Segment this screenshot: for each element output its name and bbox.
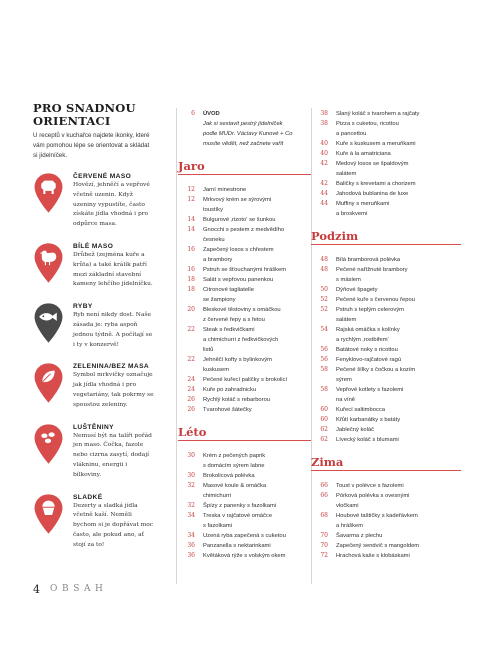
page-ref: 12	[187, 186, 195, 193]
recipe-title: Květáková rýže s volským okem	[203, 553, 286, 559]
page-ref: 24	[187, 386, 195, 393]
legend-name: LUŠTĚNINY	[73, 423, 114, 431]
page-ref: 34	[187, 512, 195, 519]
recipe-title: Mrkvový krém se sýrovými	[203, 197, 272, 203]
page-ref: 6	[191, 110, 195, 117]
recipe-title: Baličky s krevetami a chorizem	[336, 181, 416, 187]
page-ref: 16	[187, 266, 195, 273]
toc-entry[interactable]	[178, 325, 311, 335]
toc-entry[interactable]	[311, 159, 461, 169]
page-ref: 24	[187, 376, 195, 383]
fish-icon	[33, 302, 64, 344]
legend-red-meat	[33, 172, 155, 230]
recipe-title: Bílá bramborová polévka	[336, 257, 401, 263]
intro-text: musíte vědět, než začnete vařit	[203, 141, 284, 147]
season-heading: Léto	[178, 425, 311, 441]
column-divider	[176, 108, 177, 584]
legend-name: BÍLÉ MASO	[73, 242, 114, 250]
recipe-title: Salát s vepřovou panenkou	[203, 277, 274, 283]
toc-entry	[311, 501, 461, 511]
page-ref: 32	[187, 482, 195, 489]
toc-column-1	[178, 109, 311, 561]
page-ref: 32	[187, 502, 195, 509]
toc-entry[interactable]	[178, 195, 311, 205]
toc-entry	[178, 491, 311, 501]
recipe-title: Masové koule & omáčka	[203, 483, 267, 489]
icon-legend	[33, 102, 155, 551]
recipe-title: Muffiny s meruňkami	[336, 201, 390, 207]
page-ref: 70	[320, 532, 328, 539]
legume-icon	[33, 423, 64, 465]
recipe-title: Pečené kuřecí paličky s brokolicí	[203, 377, 288, 383]
page-ref: 16	[187, 246, 195, 253]
toc-entry	[311, 129, 461, 139]
toc-entry	[178, 521, 311, 531]
recipe-title: a chimichurri z ředkvičkových	[203, 337, 279, 343]
recipe-title: s máslem	[336, 277, 361, 283]
toc-entry	[178, 205, 311, 215]
toc-entry[interactable]	[311, 119, 461, 129]
legend-title: PRO SNADNOU ORIENTACI	[33, 101, 136, 128]
toc-entry	[178, 345, 311, 355]
page-ref: 54	[320, 326, 328, 333]
toc-entry[interactable]	[311, 295, 461, 305]
page-ref: 44	[320, 190, 328, 197]
toc-entry[interactable]	[311, 511, 461, 521]
recipe-title: Pečené šílky s čočkou a kozím	[336, 367, 416, 373]
toc-entry	[178, 365, 311, 375]
recipe-title: toustíky	[203, 207, 223, 213]
recipe-title: salátem	[336, 171, 357, 177]
toc-entry	[178, 315, 311, 325]
recipe-title: Kuře s kuskusem a meruňkami	[336, 141, 416, 147]
toc-entry[interactable]	[311, 481, 461, 491]
toc-entry	[178, 335, 311, 345]
toc-entry	[178, 255, 311, 265]
toc-entry[interactable]	[178, 395, 311, 405]
page-ref: 58	[320, 366, 328, 373]
recipe-title: a brambory	[203, 257, 233, 263]
toc-entry[interactable]	[311, 285, 461, 295]
toc-entry[interactable]	[311, 355, 461, 365]
page-ref: 18	[187, 276, 195, 283]
toc-entry	[311, 275, 461, 285]
page-ref: 14	[187, 226, 195, 233]
recipe-title: Jarní minestrone	[203, 187, 247, 193]
recipe-title: Vepřové kotlety s fazolemi	[336, 387, 404, 393]
recipe-title: se žampiony	[203, 297, 236, 303]
toc-entry	[311, 395, 461, 405]
recipe-title: Lívecký koláč s blumami	[336, 437, 399, 443]
page-ref: 12	[187, 196, 195, 203]
toc-entry	[311, 375, 461, 385]
recipe-title: Kuře po zahradnicku	[203, 387, 257, 393]
recipe-title: Pečené nařížnuté brambory	[336, 267, 408, 273]
toc-entry[interactable]	[178, 405, 311, 415]
recipe-title: Kuře à la amatriciana	[336, 151, 391, 157]
toc-entry[interactable]	[178, 355, 311, 365]
page-number: 4	[33, 583, 40, 596]
toc-entry[interactable]	[311, 531, 461, 541]
legend-description: Symbol mrkvičky označuje jak jídla vhodná i pro vegetariány, tak pokrmy se spoustou zeleniny.	[73, 372, 154, 408]
toc-entry[interactable]	[178, 385, 311, 395]
recipe-title: a pancettou	[336, 131, 367, 137]
leaf-icon	[33, 362, 64, 404]
recipe-title: Medový losos se špaldovým	[336, 161, 409, 167]
recipe-title: z červené řepy a s fetou	[203, 317, 265, 323]
page-ref: 36	[187, 552, 195, 559]
recipe-title: Slaný koláč s tvarohem a rajčaty	[336, 111, 420, 117]
recipe-title: Hrachová kaše s klobáskami	[336, 553, 410, 559]
recipe-title: Krém z pečených paprik	[203, 453, 266, 459]
recipe-title: Gnocchi s pestem z medvědího	[203, 227, 285, 233]
recipe-title: vločkami	[336, 503, 359, 509]
toc-entry[interactable]	[178, 265, 311, 275]
toc-entry[interactable]	[311, 405, 461, 415]
intro-text: Jak si sestavit pestrý jídelníček	[203, 121, 283, 127]
toc-entry[interactable]	[178, 541, 311, 551]
season-heading: Zima	[311, 455, 461, 471]
recipe-title: Batátové noky s ricottou	[336, 347, 398, 353]
page-ref: 72	[320, 552, 328, 559]
toc-entry	[178, 461, 311, 471]
toc-entry[interactable]	[178, 511, 311, 521]
toc-entry[interactable]	[311, 325, 461, 335]
page-ref: 60	[320, 406, 328, 413]
recipe-title: Fenyklovo-rajčatové ragú	[336, 357, 402, 363]
recipe-title: na víně	[336, 397, 356, 403]
page-ref: 52	[320, 306, 328, 313]
legend-name: RYBY	[73, 303, 93, 311]
recipe-title: Houbové taštičky s kadeřávkem	[336, 513, 418, 519]
page-ref: 48	[320, 266, 328, 273]
recipe-title: Panzanella s nektarinkami	[203, 543, 271, 549]
recipe-title: Pizza s cuketou, ricottou	[336, 121, 399, 127]
recipe-title: Kuřecí saltimbocca	[336, 407, 385, 413]
page-ref: 66	[320, 482, 328, 489]
legend-vegetable	[33, 362, 155, 410]
cow-icon	[33, 172, 64, 214]
page-ref: 26	[187, 396, 195, 403]
toc-column-2	[311, 109, 461, 561]
toc-entry[interactable]	[311, 491, 461, 501]
recipe-title: Rajská omáčka s kolínky	[336, 327, 400, 333]
legend-name: ZELENINA/BEZ MASA	[73, 363, 150, 371]
legend-name: ČERVENÉ MASO	[73, 173, 132, 180]
toc-entry[interactable]	[178, 481, 311, 491]
intro-line	[178, 139, 311, 149]
legend-description: Hovězí, jehněčí a vepřové včetně uzenin. Když uzeniny vypustíte, často získáte jídla vhodná i pro odpůrce masa.	[73, 182, 150, 228]
recipe-title: Tvarohové šátečky	[203, 407, 252, 413]
recipe-title: a broskvemi	[336, 211, 368, 217]
recipe-title: Pórková polévka s ovesnými	[336, 493, 410, 499]
page-ref: 14	[187, 216, 195, 223]
toc-entry[interactable]	[311, 189, 461, 199]
toc-entry[interactable]	[178, 285, 311, 295]
recipe-title: Zapečený losos s chřestem	[203, 247, 274, 253]
legend-description: Drůbež (zejména kuře a krůta) a také králík patří mezi základní stavební kameny lehčího jídelníčku.	[73, 251, 153, 288]
recipe-title: s domácím sýrem labne	[203, 463, 265, 469]
legend-description: Ryb není nikdy dost. Naše zásada je: ryba aspoň jednou týdně. A počítají se i ty v konzervě!	[73, 312, 153, 348]
toc-entry	[311, 315, 461, 325]
page-ref: 62	[320, 426, 328, 433]
toc-entry[interactable]	[178, 531, 311, 541]
toc-entry	[311, 521, 461, 531]
recipe-title: česneku	[203, 237, 225, 243]
toc-entry-intro[interactable]	[178, 109, 311, 119]
recipe-title: Toust v polévce s fazolemi	[336, 483, 404, 489]
toc-entry[interactable]	[178, 305, 311, 315]
page-ref: 38	[320, 110, 328, 117]
recipe-title: Jahodová bublanina de luxe	[336, 191, 409, 197]
page-ref: 38	[320, 120, 328, 127]
toc-entry[interactable]	[178, 245, 311, 255]
page-ref: 26	[187, 406, 195, 413]
page-ref: 70	[320, 542, 328, 549]
section-name: OBSAH	[50, 584, 108, 594]
toc-entry[interactable]	[311, 109, 461, 119]
recipe-title: Citronové tagliatelle	[203, 287, 254, 293]
page-ref: 18	[187, 286, 195, 293]
recipe-title: Bleskové těstoviny s omáčkou	[203, 307, 281, 313]
page-ref: 40	[320, 140, 328, 147]
legend-description: Dezerty a sladká jídla včetně kaší. Neměli bychom si je dopřávat moc často, ale pokud ano, ať stojí za to!	[73, 502, 154, 548]
recipe-title: Zapečený sendvič s mangoldem	[336, 543, 420, 549]
toc-entry	[311, 209, 461, 219]
intro-line	[178, 129, 311, 139]
page-ref: 36	[187, 542, 195, 549]
intro-heading: ÚVOD	[203, 111, 220, 117]
recipe-title: Pstruh se šťouchanými hráškem	[203, 267, 287, 273]
season-heading: Jaro	[178, 159, 311, 175]
legend-description: Nemusí být na talíři pořád jen maso. Čočka, fazole nebo cizrna zasytí, dodají vlákninu, energii i bílkoviny.	[73, 432, 152, 478]
recipe-title: Rychlý koláč s rebarborou	[203, 397, 271, 403]
legend-intro: U receptů v kuchařce najdete ikonky, které vám pomohou lépe se orientovat a skládat si jídelníček.	[33, 132, 150, 159]
toc-entry[interactable]	[311, 179, 461, 189]
recipe-title: Treska v rajčatové omáčce	[203, 513, 273, 519]
legend-name: SLADKÉ	[73, 493, 103, 501]
page-ref: 30	[187, 452, 195, 459]
recipe-title: a hráškem	[336, 523, 364, 529]
page-ref: 56	[320, 346, 328, 353]
toc-entry[interactable]	[178, 275, 311, 285]
toc-entry[interactable]	[311, 255, 461, 265]
toc-entry[interactable]	[311, 365, 461, 375]
toc-entry	[311, 169, 461, 179]
recipe-title: kuskusem	[203, 367, 230, 373]
page-ref: 62	[320, 436, 328, 443]
toc-entry[interactable]	[311, 149, 461, 159]
recipe-title: sýrem	[336, 377, 352, 383]
toc-entry[interactable]	[311, 541, 461, 551]
page-ref: 52	[320, 296, 328, 303]
toc-entry[interactable]	[311, 551, 461, 561]
page-ref: 56	[320, 356, 328, 363]
recipe-title: Křůtí karbanátky s batáty	[336, 417, 401, 423]
chicken-icon	[33, 242, 64, 284]
recipe-title: Jablečný koláč	[336, 427, 375, 433]
recipe-title: Brokolicová polévka	[203, 473, 255, 479]
page-ref: 20	[187, 306, 195, 313]
recipe-title: Pstruh s teplým celerovým	[336, 307, 404, 313]
toc-entry[interactable]	[178, 451, 311, 461]
page-ref: 30	[187, 472, 195, 479]
page-ref: 60	[320, 416, 328, 423]
toc-entry[interactable]	[311, 385, 461, 395]
toc-entry[interactable]	[311, 199, 461, 209]
page-ref: 66	[320, 492, 328, 499]
recipe-title: s fazolkami	[203, 523, 232, 529]
toc-entry[interactable]	[178, 471, 311, 481]
legend-white-meat	[33, 242, 155, 290]
toc-entry[interactable]	[311, 265, 461, 275]
page-ref: 50	[320, 286, 328, 293]
toc-entry	[178, 295, 311, 305]
recipe-title: Šavarma z plechu	[336, 533, 383, 539]
recipe-title: Špízy z panenky s fazolkami	[203, 503, 277, 509]
legend-fish	[33, 302, 155, 350]
toc-entry[interactable]	[311, 305, 461, 315]
recipe-title: Uzená ryba zapečená s cuketou	[203, 533, 286, 539]
toc-entry[interactable]	[311, 415, 461, 425]
toc-entry[interactable]	[178, 501, 311, 511]
intro-text: podle MUDr. Václavy Kunové + Co	[203, 131, 293, 137]
recipe-title: chimichurri	[203, 493, 232, 499]
recipe-title: Dýňové špagety	[336, 287, 378, 293]
toc-entry[interactable]	[311, 435, 461, 445]
recipe-title: Jehněčí kofty s bylinkovým	[203, 357, 272, 363]
recipe-title: Pečené kuře s červenou řepou	[336, 297, 415, 303]
toc-entry[interactable]	[178, 215, 311, 225]
page-ref: 44	[320, 200, 328, 207]
recipe-title: salátem	[336, 317, 357, 323]
page-ref: 42	[320, 180, 328, 187]
cupcake-icon	[33, 493, 64, 535]
page-ref: 40	[320, 150, 328, 157]
toc-entry[interactable]	[178, 225, 311, 235]
page-ref: 22	[187, 356, 195, 363]
toc-entry[interactable]	[178, 185, 311, 195]
page-ref: 68	[320, 512, 328, 519]
toc-entry[interactable]	[178, 551, 311, 561]
page-ref: 48	[320, 256, 328, 263]
season-heading: Podzim	[311, 229, 461, 245]
toc-entry[interactable]	[311, 345, 461, 355]
legend-legumes	[33, 423, 155, 481]
recipe-title: Bulgurové ‚rizoto‘ se šunkou	[203, 217, 276, 223]
recipe-title: Steak s ředkvičkami	[203, 327, 255, 333]
page-ref: 42	[320, 160, 328, 167]
recipe-title: a rychlým ‚rostbifem‘	[336, 337, 389, 343]
toc-entry	[178, 235, 311, 245]
toc-entry[interactable]	[311, 425, 461, 435]
page-ref: 22	[187, 326, 195, 333]
page-ref: 58	[320, 386, 328, 393]
recipe-title: listů	[203, 347, 214, 353]
page-ref: 34	[187, 532, 195, 539]
toc-entry[interactable]	[311, 139, 461, 149]
toc-entry[interactable]	[178, 375, 311, 385]
toc-entry	[311, 335, 461, 345]
intro-line	[178, 119, 311, 129]
legend-sweet	[33, 493, 155, 551]
